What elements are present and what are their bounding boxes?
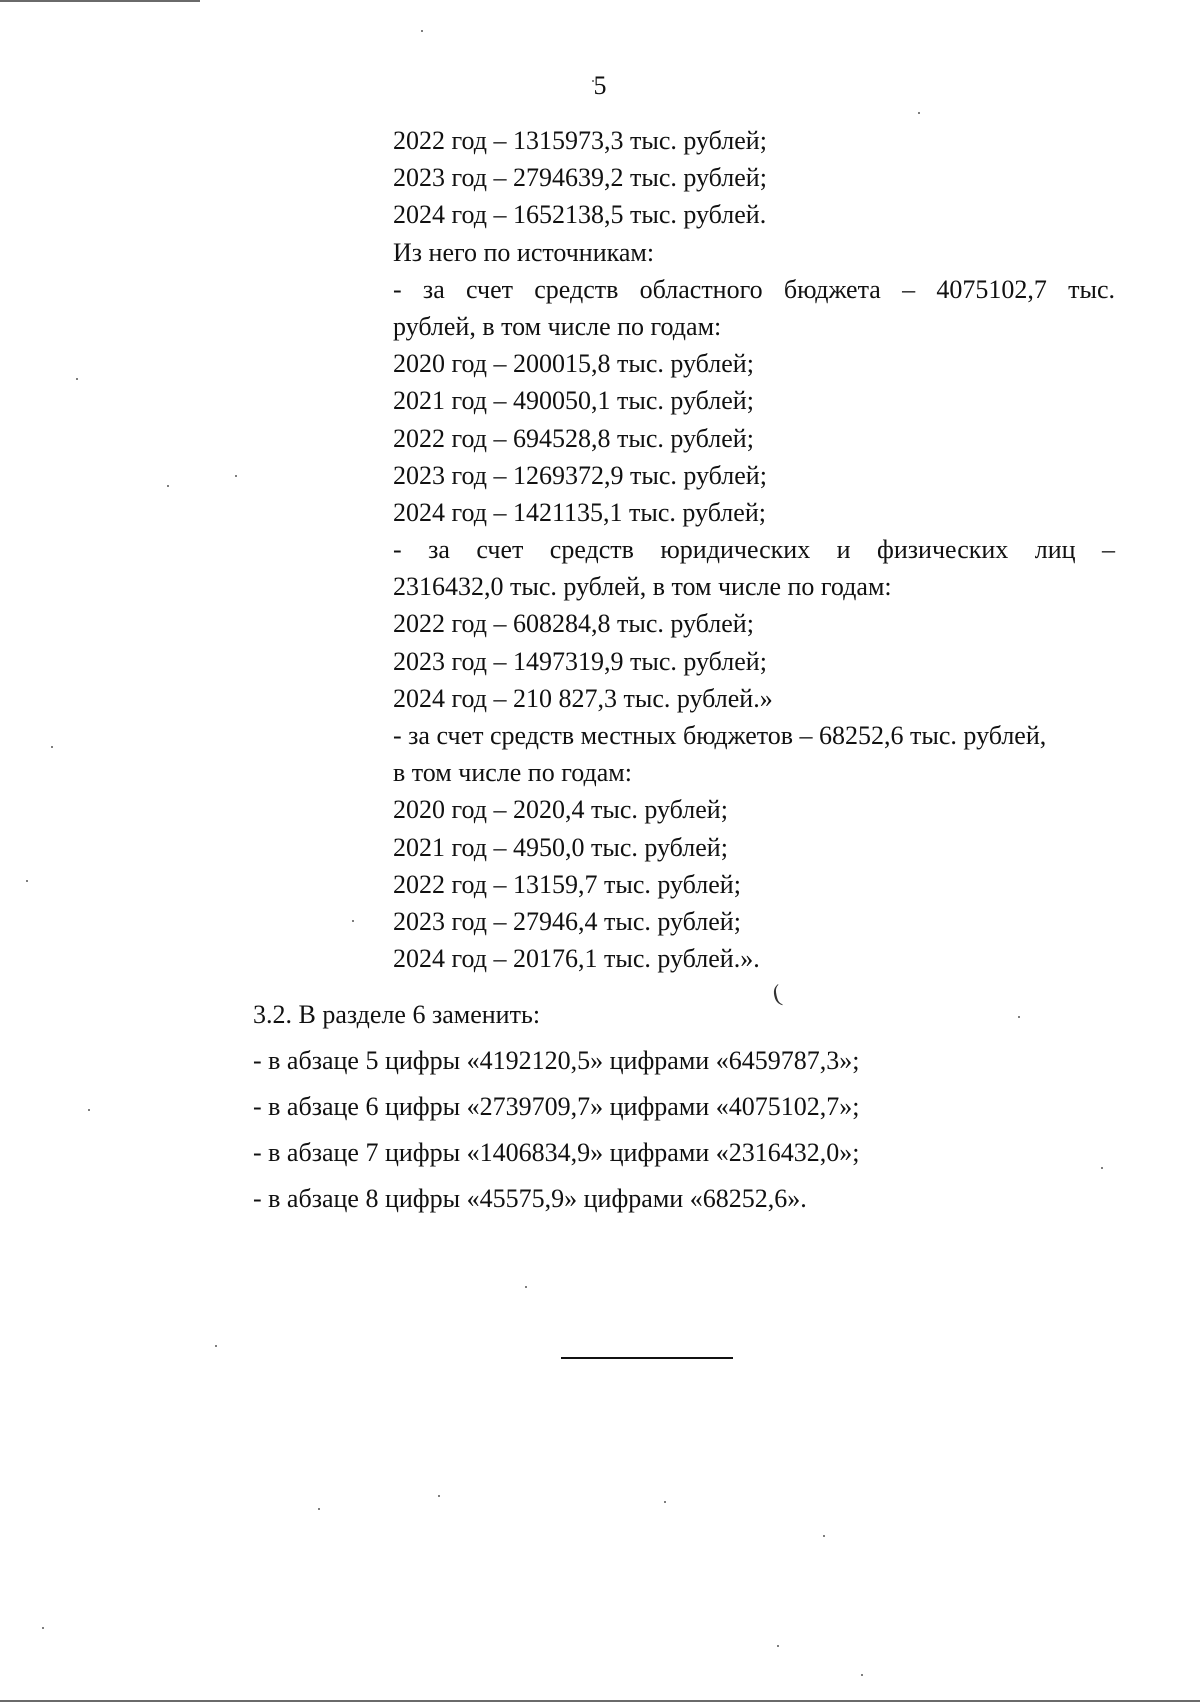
text-line: 2316432,0 тыс. рублей, в том числе по годам: <box>393 572 892 602</box>
scan-speck <box>525 1286 527 1288</box>
text-line: 2024 год – 1421135,1 тыс. рублей; <box>393 497 766 527</box>
text-line: 2024 год – 210 827,3 тыс. рублей.» <box>393 683 773 713</box>
text-line: 2020 год – 200015,8 тыс. рублей; <box>393 349 754 379</box>
text-line: - за счет средств юридических и физических лиц – <box>393 535 1115 565</box>
scan-speck <box>76 378 78 380</box>
replacement-item: - в абзаце 7 цифры «1406834,9» цифрами «2316432,0»; <box>253 1138 860 1167</box>
scan-speck <box>318 1508 320 1510</box>
text-line: 2021 год – 4950,0 тыс. рублей; <box>393 832 728 862</box>
scan-speck <box>1101 1167 1103 1169</box>
text-line: 2021 год – 490050,1 тыс. рублей; <box>393 386 754 416</box>
text-line: 2023 год – 2794639,2 тыс. рублей; <box>393 163 767 193</box>
page-number: 5 <box>593 71 607 100</box>
scan-speck <box>918 112 920 114</box>
replacement-item: - в абзаце 5 цифры «4192120,5» цифрами «6459787,3»; <box>253 1046 860 1075</box>
scan-speck <box>51 746 53 748</box>
scan-speck <box>26 880 28 882</box>
scan-speck <box>352 920 354 922</box>
text-line: 2024 год – 1652138,5 тыс. рублей. <box>393 200 767 230</box>
scan-speck <box>664 1501 666 1503</box>
scan-speck <box>215 1345 217 1347</box>
scan-speck <box>438 1495 440 1497</box>
scan-speck <box>861 1674 863 1676</box>
text-line: 2022 год – 1315973,3 тыс. рублей; <box>393 126 767 155</box>
scan-speck <box>592 80 594 82</box>
text-line: 2022 год – 694528,8 тыс. рублей; <box>393 423 754 453</box>
scan-speck <box>235 475 237 477</box>
section-heading: 3.2. В разделе 6 заменить: <box>253 1000 541 1029</box>
scan-speck <box>421 30 423 32</box>
text-line: - за счет средств местных бюджетов – 68252,6 тыс. рублей, <box>393 721 1047 750</box>
scan-speck <box>42 1627 44 1629</box>
text-line: 2023 год – 1269372,9 тыс. рублей; <box>393 460 767 490</box>
text-line: 2022 год – 13159,7 тыс. рублей; <box>393 869 741 899</box>
text-line: в том числе по годам: <box>393 758 632 788</box>
replacement-item: - в абзаце 6 цифры «2739709,7» цифрами «4075102,7»; <box>253 1092 860 1121</box>
text-line: 2022 год – 608284,8 тыс. рублей; <box>393 609 754 639</box>
text-line: 2020 год – 2020,4 тыс. рублей; <box>393 795 728 825</box>
text-line: 2024 год – 20176,1 тыс. рублей.». <box>393 944 760 974</box>
scan-speck <box>167 485 169 487</box>
scan-speck <box>88 1109 90 1111</box>
text-line: - за счет средств областного бюджета – 4075102,7 тыс. <box>393 274 1115 304</box>
text-line: 2023 год – 1497319,9 тыс. рублей; <box>393 646 767 676</box>
scan-speck <box>823 1535 825 1537</box>
scan-speck <box>1018 1016 1020 1018</box>
text-line: Из него по источникам: <box>393 237 655 267</box>
separator-rule <box>561 1357 733 1359</box>
scan-edge-top <box>0 0 200 2</box>
text-line: 2023 год – 27946,4 тыс. рублей; <box>393 906 741 936</box>
replacement-item: - в абзаце 8 цифры «45575,9» цифрами «68252,6». <box>253 1184 807 1213</box>
scan-speck <box>777 1645 779 1647</box>
text-line: рублей, в том числе по годам: <box>393 311 722 341</box>
funding-breakdown <box>393 122 1115 977</box>
pen-mark: ( <box>770 980 784 1008</box>
section-6-replacements <box>253 992 1115 1222</box>
